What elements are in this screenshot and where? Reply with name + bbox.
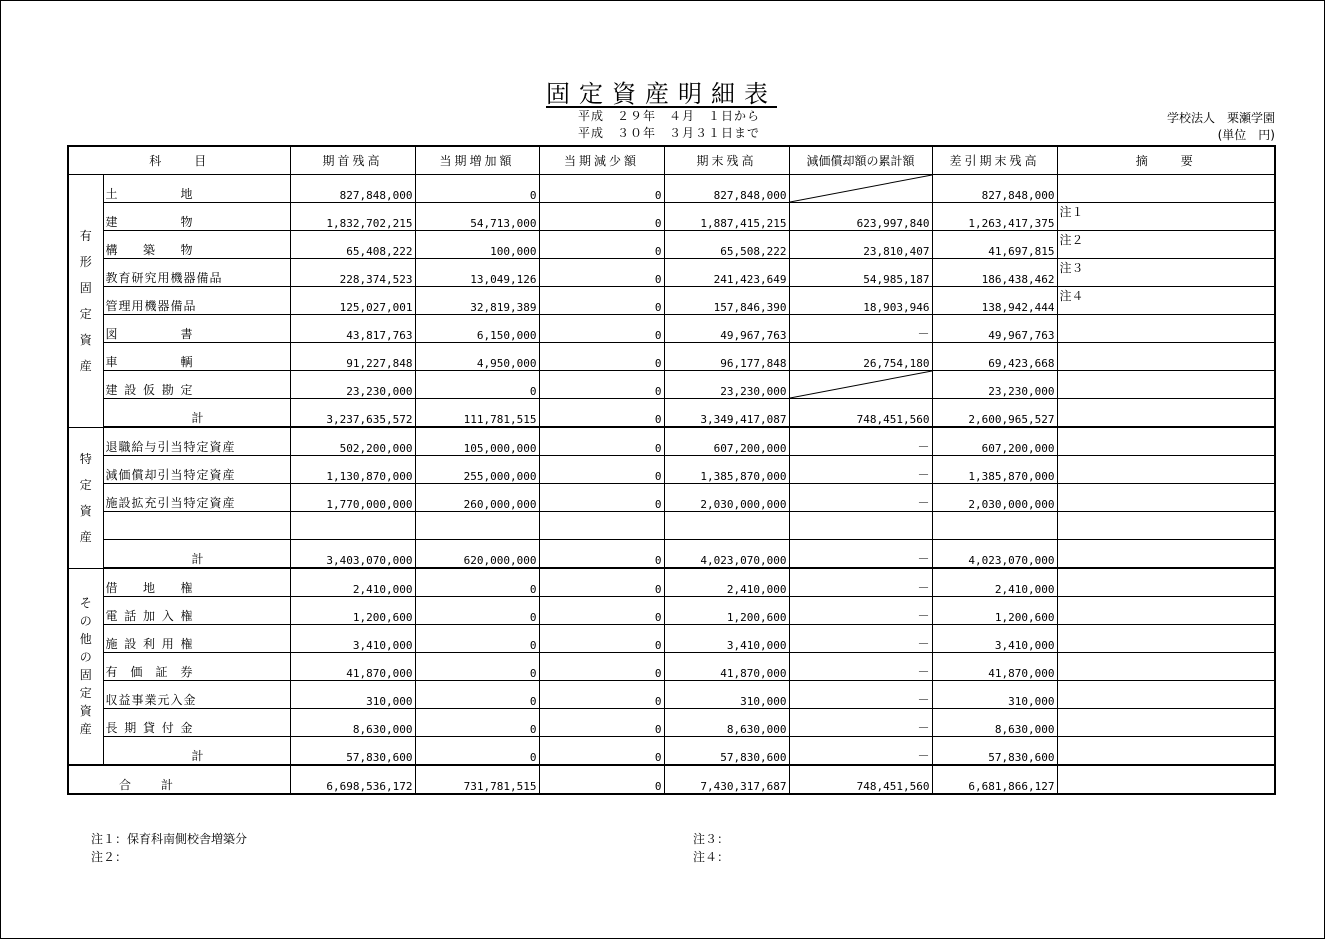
item-label: 収益事業元入金 bbox=[103, 681, 290, 709]
amount-dep: － bbox=[789, 625, 932, 653]
amount-dec: 0 bbox=[539, 175, 664, 203]
footnote-2: 注２： bbox=[91, 850, 128, 864]
organization-name: 学校法人 栗瀬学園 bbox=[1166, 111, 1275, 125]
remarks-cell bbox=[1057, 568, 1275, 597]
amount-net bbox=[932, 512, 1057, 540]
amount-dec: 0 bbox=[539, 343, 664, 371]
remarks-cell bbox=[1057, 512, 1275, 540]
amount-dec: 0 bbox=[539, 456, 664, 484]
unit-label: (単位 円) bbox=[1217, 128, 1275, 142]
amount-inc: 54,713,000 bbox=[415, 203, 539, 231]
item-label: 長 期 貸 付 金 bbox=[103, 709, 290, 737]
amount-net: 41,870,000 bbox=[932, 653, 1057, 681]
amount-end: 8,630,000 bbox=[664, 709, 789, 737]
item-label: 構 築 物 bbox=[103, 231, 290, 259]
header-decrease: 当期減少額 bbox=[539, 146, 664, 175]
remarks-cell bbox=[1057, 343, 1275, 371]
amount-net: 69,423,668 bbox=[932, 343, 1057, 371]
item-label: 退職給与引当特定資産 bbox=[103, 427, 290, 456]
amount-dep: － bbox=[789, 427, 932, 456]
amount-dep bbox=[789, 175, 932, 203]
amount-dec: 0 bbox=[539, 203, 664, 231]
remarks-cell bbox=[1057, 456, 1275, 484]
amount-dep bbox=[789, 512, 932, 540]
grand-total-dec: 0 bbox=[539, 765, 664, 794]
amount-inc: 13,049,126 bbox=[415, 259, 539, 287]
amount-dep: 623,997,840 bbox=[789, 203, 932, 231]
amount-dec: 0 bbox=[539, 259, 664, 287]
amount-net: 23,230,000 bbox=[932, 371, 1057, 399]
footnote-1: 注１：保育科南側校舎増築分 bbox=[91, 832, 248, 846]
category-label: 有 形 固 定 資 産 bbox=[68, 175, 103, 428]
remarks-cell: 注４ bbox=[1057, 287, 1275, 315]
table-row bbox=[68, 259, 1275, 287]
amount-end: 157,846,390 bbox=[664, 287, 789, 315]
amount-inc: 0 bbox=[415, 371, 539, 399]
amount-inc: 0 bbox=[415, 681, 539, 709]
amount-net: 57,830,600 bbox=[932, 737, 1057, 766]
amount-start: 91,227,848 bbox=[290, 343, 415, 371]
item-label: 図 書 bbox=[103, 315, 290, 343]
table-row bbox=[68, 231, 1275, 259]
remarks-cell: 注２ bbox=[1057, 231, 1275, 259]
item-label: 建 設 仮 勘 定 bbox=[103, 371, 290, 399]
amount-dep: － bbox=[789, 597, 932, 625]
amount-dec: 0 bbox=[539, 427, 664, 456]
amount-inc: 0 bbox=[415, 597, 539, 625]
amount-start: 228,374,523 bbox=[290, 259, 415, 287]
remarks-cell bbox=[1057, 399, 1275, 428]
amount-end: 57,830,600 bbox=[664, 737, 789, 766]
amount-net: 4,023,070,000 bbox=[932, 540, 1057, 569]
amount-net: 2,600,965,527 bbox=[932, 399, 1057, 428]
grand-total-net: 6,681,866,127 bbox=[932, 765, 1057, 794]
subtotal-row bbox=[68, 399, 1275, 428]
amount-dec: 0 bbox=[539, 653, 664, 681]
grand-total-label: 合 計 bbox=[68, 765, 290, 794]
amount-dep: － bbox=[789, 568, 932, 597]
amount-end: 49,967,763 bbox=[664, 315, 789, 343]
amount-dec: 0 bbox=[539, 709, 664, 737]
header-closing-balance: 期末残高 bbox=[664, 146, 789, 175]
amount-dep: － bbox=[789, 737, 932, 766]
amount-dec: 0 bbox=[539, 315, 664, 343]
table-row bbox=[68, 175, 1275, 203]
amount-net: 1,263,417,375 bbox=[932, 203, 1057, 231]
amount-start: 3,410,000 bbox=[290, 625, 415, 653]
subtotal-label: 計 bbox=[103, 399, 290, 428]
amount-dep: － bbox=[789, 315, 932, 343]
amount-dep: － bbox=[789, 653, 932, 681]
amount-end: 96,177,848 bbox=[664, 343, 789, 371]
table-row bbox=[68, 625, 1275, 653]
amount-net: 2,030,000,000 bbox=[932, 484, 1057, 512]
amount-dep: 26,754,180 bbox=[789, 343, 932, 371]
footnote-3: 注３： bbox=[693, 832, 730, 846]
table-row bbox=[68, 287, 1275, 315]
header-row bbox=[68, 146, 1275, 175]
item-label: 減価償却引当特定資産 bbox=[103, 456, 290, 484]
amount-end: 1,385,870,000 bbox=[664, 456, 789, 484]
header-net-balance: 差引期末残高 bbox=[932, 146, 1057, 175]
amount-dep: － bbox=[789, 709, 932, 737]
amount-start: 502,200,000 bbox=[290, 427, 415, 456]
amount-net: 607,200,000 bbox=[932, 427, 1057, 456]
remarks-cell bbox=[1057, 709, 1275, 737]
amount-inc: 4,950,000 bbox=[415, 343, 539, 371]
amount-dec: 0 bbox=[539, 371, 664, 399]
amount-inc: 0 bbox=[415, 737, 539, 766]
amount-dec: 0 bbox=[539, 399, 664, 428]
item-label: 電 話 加 入 権 bbox=[103, 597, 290, 625]
amount-dep: － bbox=[789, 484, 932, 512]
table-row bbox=[68, 427, 1275, 456]
amount-inc: 255,000,000 bbox=[415, 456, 539, 484]
remarks-cell: 注１ bbox=[1057, 203, 1275, 231]
amount-end: 2,030,000,000 bbox=[664, 484, 789, 512]
remarks-cell bbox=[1057, 540, 1275, 569]
amount-inc: 0 bbox=[415, 175, 539, 203]
remarks-cell: 注３ bbox=[1057, 259, 1275, 287]
remarks-cell bbox=[1057, 175, 1275, 203]
subtotal-row bbox=[68, 540, 1275, 569]
amount-net: 49,967,763 bbox=[932, 315, 1057, 343]
remarks-cell bbox=[1057, 427, 1275, 456]
amount-start: 1,832,702,215 bbox=[290, 203, 415, 231]
table-row bbox=[68, 315, 1275, 343]
amount-start: 125,027,001 bbox=[290, 287, 415, 315]
remarks-cell bbox=[1057, 681, 1275, 709]
remarks-cell bbox=[1057, 315, 1275, 343]
amount-start: 310,000 bbox=[290, 681, 415, 709]
amount-net: 186,438,462 bbox=[932, 259, 1057, 287]
amount-inc: 260,000,000 bbox=[415, 484, 539, 512]
amount-end: 41,870,000 bbox=[664, 653, 789, 681]
amount-dec: 0 bbox=[539, 540, 664, 569]
grand-total-end: 7,430,317,687 bbox=[664, 765, 789, 794]
category-label: 特 定 資 産 bbox=[68, 427, 103, 568]
table-row bbox=[68, 709, 1275, 737]
amount-net: 41,697,815 bbox=[932, 231, 1057, 259]
header-remarks: 摘 要 bbox=[1057, 146, 1275, 175]
amount-inc: 0 bbox=[415, 568, 539, 597]
amount-inc: 0 bbox=[415, 653, 539, 681]
grand-total-dep: 748,451,560 bbox=[789, 765, 932, 794]
amount-end: 310,000 bbox=[664, 681, 789, 709]
amount-dec: 0 bbox=[539, 287, 664, 315]
category-label: そ の 他 の 固 定 資 産 bbox=[68, 568, 103, 765]
amount-inc: 6,150,000 bbox=[415, 315, 539, 343]
amount-net: 827,848,000 bbox=[932, 175, 1057, 203]
item-label bbox=[103, 512, 290, 540]
item-label: 有 価 証 券 bbox=[103, 653, 290, 681]
amount-inc: 0 bbox=[415, 709, 539, 737]
item-label: 車 輌 bbox=[103, 343, 290, 371]
header-accumulated-depreciation: 減価償却額の累計額 bbox=[789, 146, 932, 175]
amount-start: 3,237,635,572 bbox=[290, 399, 415, 428]
remarks-cell bbox=[1057, 653, 1275, 681]
amount-dep: － bbox=[789, 681, 932, 709]
amount-end: 65,508,222 bbox=[664, 231, 789, 259]
period-from: 平成 ２９年 ４月 １日から bbox=[578, 109, 761, 123]
amount-inc: 0 bbox=[415, 625, 539, 653]
amount-net: 3,410,000 bbox=[932, 625, 1057, 653]
amount-dec: 0 bbox=[539, 484, 664, 512]
remarks-cell bbox=[1057, 625, 1275, 653]
amount-start: 3,403,070,000 bbox=[290, 540, 415, 569]
amount-end: 4,023,070,000 bbox=[664, 540, 789, 569]
table-row bbox=[68, 568, 1275, 597]
amount-end: 2,410,000 bbox=[664, 568, 789, 597]
remarks-cell bbox=[1057, 484, 1275, 512]
amount-dep: 54,985,187 bbox=[789, 259, 932, 287]
amount-inc: 105,000,000 bbox=[415, 427, 539, 456]
item-label: 施 設 利 用 権 bbox=[103, 625, 290, 653]
grand-total-inc: 731,781,515 bbox=[415, 765, 539, 794]
amount-start bbox=[290, 512, 415, 540]
amount-dep bbox=[789, 371, 932, 399]
amount-net: 1,385,870,000 bbox=[932, 456, 1057, 484]
amount-start: 1,130,870,000 bbox=[290, 456, 415, 484]
item-label: 教育研究用機器備品 bbox=[103, 259, 290, 287]
amount-start: 827,848,000 bbox=[290, 175, 415, 203]
amount-net: 1,200,600 bbox=[932, 597, 1057, 625]
amount-inc bbox=[415, 512, 539, 540]
amount-dep: 748,451,560 bbox=[789, 399, 932, 428]
table-row bbox=[68, 653, 1275, 681]
amount-dep: 18,903,946 bbox=[789, 287, 932, 315]
amount-inc: 620,000,000 bbox=[415, 540, 539, 569]
subtotal-row bbox=[68, 737, 1275, 766]
amount-inc: 32,819,389 bbox=[415, 287, 539, 315]
amount-end: 3,349,417,087 bbox=[664, 399, 789, 428]
table-row bbox=[68, 681, 1275, 709]
amount-end bbox=[664, 512, 789, 540]
amount-inc: 100,000 bbox=[415, 231, 539, 259]
remarks-cell bbox=[1057, 371, 1275, 399]
amount-dec: 0 bbox=[539, 568, 664, 597]
table-row bbox=[68, 203, 1275, 231]
amount-dec: 0 bbox=[539, 625, 664, 653]
grand-total-row bbox=[68, 765, 1275, 794]
grand-total-start: 6,698,536,172 bbox=[290, 765, 415, 794]
amount-end: 23,230,000 bbox=[664, 371, 789, 399]
header-increase: 当期増加額 bbox=[415, 146, 539, 175]
amount-dec: 0 bbox=[539, 231, 664, 259]
table-row bbox=[68, 371, 1275, 399]
table-row bbox=[68, 343, 1275, 371]
amount-net: 138,942,444 bbox=[932, 287, 1057, 315]
remarks-cell bbox=[1057, 597, 1275, 625]
amount-end: 1,200,600 bbox=[664, 597, 789, 625]
amount-dep: － bbox=[789, 456, 932, 484]
amount-net: 8,630,000 bbox=[932, 709, 1057, 737]
amount-start: 41,870,000 bbox=[290, 653, 415, 681]
table-row bbox=[68, 484, 1275, 512]
item-label: 借 地 権 bbox=[103, 568, 290, 597]
amount-start: 57,830,600 bbox=[290, 737, 415, 766]
item-label: 土 地 bbox=[103, 175, 290, 203]
item-label: 建 物 bbox=[103, 203, 290, 231]
amount-dec: 0 bbox=[539, 597, 664, 625]
fixed-asset-table bbox=[67, 145, 1276, 795]
amount-start: 23,230,000 bbox=[290, 371, 415, 399]
subtotal-label: 計 bbox=[103, 540, 290, 569]
amount-dep: 23,810,407 bbox=[789, 231, 932, 259]
header-subject: 科 目 bbox=[68, 146, 290, 175]
amount-start: 2,410,000 bbox=[290, 568, 415, 597]
remarks-cell bbox=[1057, 737, 1275, 766]
footnote-4: 注４： bbox=[693, 850, 730, 864]
amount-start: 8,630,000 bbox=[290, 709, 415, 737]
amount-end: 827,848,000 bbox=[664, 175, 789, 203]
amount-dec: 0 bbox=[539, 737, 664, 766]
amount-start: 65,408,222 bbox=[290, 231, 415, 259]
amount-net: 2,410,000 bbox=[932, 568, 1057, 597]
item-label: 管理用機器備品 bbox=[103, 287, 290, 315]
header-opening-balance: 期首残高 bbox=[290, 146, 415, 175]
amount-end: 1,887,415,215 bbox=[664, 203, 789, 231]
amount-start: 1,770,000,000 bbox=[290, 484, 415, 512]
remarks-cell bbox=[1057, 765, 1275, 794]
table-row bbox=[68, 512, 1275, 540]
amount-dec bbox=[539, 512, 664, 540]
amount-start: 43,817,763 bbox=[290, 315, 415, 343]
amount-start: 1,200,600 bbox=[290, 597, 415, 625]
amount-dep: － bbox=[789, 540, 932, 569]
amount-end: 241,423,649 bbox=[664, 259, 789, 287]
amount-dec: 0 bbox=[539, 681, 664, 709]
page-title: 固定資産明細表 bbox=[546, 80, 777, 108]
amount-inc: 111,781,515 bbox=[415, 399, 539, 428]
amount-end: 3,410,000 bbox=[664, 625, 789, 653]
amount-net: 310,000 bbox=[932, 681, 1057, 709]
table-row bbox=[68, 456, 1275, 484]
period-to: 平成 ３０年 ３月３１日まで bbox=[578, 126, 761, 140]
amount-end: 607,200,000 bbox=[664, 427, 789, 456]
item-label: 施設拡充引当特定資産 bbox=[103, 484, 290, 512]
table-row bbox=[68, 597, 1275, 625]
subtotal-label: 計 bbox=[103, 737, 290, 766]
